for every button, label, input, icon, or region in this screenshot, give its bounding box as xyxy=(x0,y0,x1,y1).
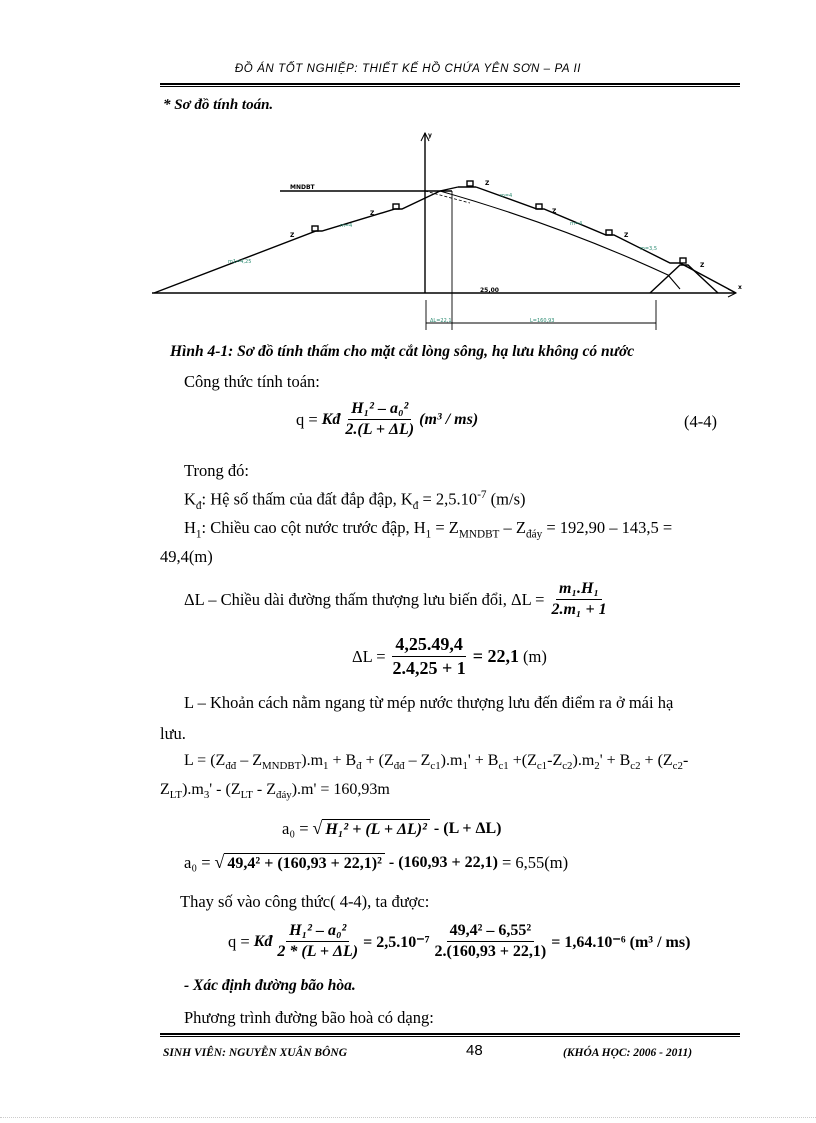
svg-text:25,00: 25,00 xyxy=(480,287,499,294)
svg-text:m=4: m=4 xyxy=(500,193,513,199)
figure-caption: Hình 4-1: Sơ đồ tính thấm cho mặt cắt lòng sông, hạ lưu không có nước xyxy=(170,343,635,360)
svg-text:Z: Z xyxy=(485,180,490,187)
svg-text:ΔL=22,1: ΔL=22,1 xyxy=(430,318,452,324)
svg-text:Z: Z xyxy=(370,210,375,217)
svg-text:Z: Z xyxy=(552,208,557,215)
x-axis-label: x xyxy=(738,284,742,291)
svg-text:Z: Z xyxy=(700,262,705,269)
svg-text:m=4: m=4 xyxy=(340,223,353,229)
kd-definition: $K_đ$: Hệ số thấm của đất đắp đập, $K_đ = 2,5.10^{-7}$ (m/s) xyxy=(184,489,526,512)
formula-intro: Công thức tính toán: xyxy=(184,372,320,391)
footer-student: SINH VIÊN: NGUYỄN XUÂN BÔNG xyxy=(163,1047,348,1059)
l-formula-line2: $Z_{LT}).m_3' - (Z_{LT} - Z_{đáy}).m' = 160,93m$ xyxy=(160,781,390,802)
equation-4-4: q = K đ $\frac{\text{H₁² – a₀²}}{2.(L + \Delta L)}$ (m³ / ms) xyxy=(296,400,479,438)
upstream-slope xyxy=(154,187,458,293)
h1-continuation: 49,4(m) xyxy=(160,547,213,566)
downstream-slope xyxy=(476,187,736,293)
svg-text:MNDBT: MNDBT xyxy=(290,184,315,191)
svg-text:Z: Z xyxy=(290,232,295,239)
seepage-diagram xyxy=(140,125,750,335)
y-axis-label: y xyxy=(428,132,432,139)
svg-text:Z: Z xyxy=(624,232,629,239)
page-header: ĐỒ ÁN TỐT NGHIỆP: THIẾT KẾ HỒ CHỨA YÊN SƠN – PA II xyxy=(234,63,582,75)
svg-text:m=4: m=4 xyxy=(570,221,583,227)
delta-l-definition: ΔL – Chiều dài đường thấm thượng lưu biến đổi, ΔL = $\frac{\text{m₁.H₁}}{\text{2.m₁ + 1}}$ xyxy=(184,580,607,618)
page-number: 48 xyxy=(466,1042,483,1059)
equation-label: (4-4) xyxy=(684,412,717,431)
a0-formula: a₀ = √ H₁² + (L + ΔL)² - (L + ΔL) xyxy=(282,818,502,838)
footer-rule-thin xyxy=(160,1036,740,1037)
phreatic-line xyxy=(440,191,680,289)
where-text: Trong đó: xyxy=(184,461,249,480)
l-definition-line1: L – Khoản cách nằm ngang từ mép nước thượng lưu đến điểm ra ở mái hạ xyxy=(184,693,674,712)
header-rule-thin xyxy=(160,86,740,87)
saturation-equation-intro: Phương trình đường bão hoà có dạng: xyxy=(184,1008,434,1027)
svg-text:L=160,93: L=160,93 xyxy=(530,318,555,324)
page-bottom-border xyxy=(0,1117,816,1118)
section-heading: * Sơ đồ tính toán. xyxy=(163,97,274,113)
l-formula-line1: $L = (Z_{đđ} - Z_{MNDBT}).m_1 + B_đ + (Z_{đđ} - Z_{c1}).m_1' + B_{c1} +(Z_{c1}-Z_{c2}).m_2' + B_{c2} + (Z_{c2}-$ xyxy=(184,752,689,773)
delta-l-calculation: ΔL = $\frac{4,25.49,4}{2.4,25 + 1}$ = 22,1 (m) xyxy=(352,634,547,678)
saturation-heading: - Xác định đường bão hòa. xyxy=(184,977,356,994)
toe-drain xyxy=(650,265,718,293)
footer-rule xyxy=(160,1033,740,1035)
header-rule xyxy=(160,83,740,85)
svg-text:m=3,5: m=3,5 xyxy=(640,246,658,252)
a0-calculation: a₀ = √ 49,4² + (160,93 + 22,1)² - (160,93 + 22,1) = 6,55(m) xyxy=(184,852,569,872)
svg-text:m1=4,25: m1=4,25 xyxy=(228,259,252,265)
substitute-text: Thay số vào công thức( 4-4), ta được: xyxy=(180,892,430,911)
q-calculation: q = K đ $\frac{\text{H₁² – a₀²}}{2 * (L + \Delta L)}$ = 2,5.10⁻⁷ $\frac{\text{49,4² – 6,55²}}{2.(160,93 + 22,1)}$ = 1,64.10⁻⁶ (m³ / ms) xyxy=(228,922,691,960)
l-definition-line2: lưu. xyxy=(160,724,186,743)
footer-course: (KHÓA HỌC: 2006 - 2011) xyxy=(563,1047,693,1059)
h1-definition: $H_1$: Chiều cao cột nước trước đập, $H_1 = Z_{MNDBT} - Z_{đáy} = 192,90 - 143,5$ = xyxy=(184,518,673,541)
